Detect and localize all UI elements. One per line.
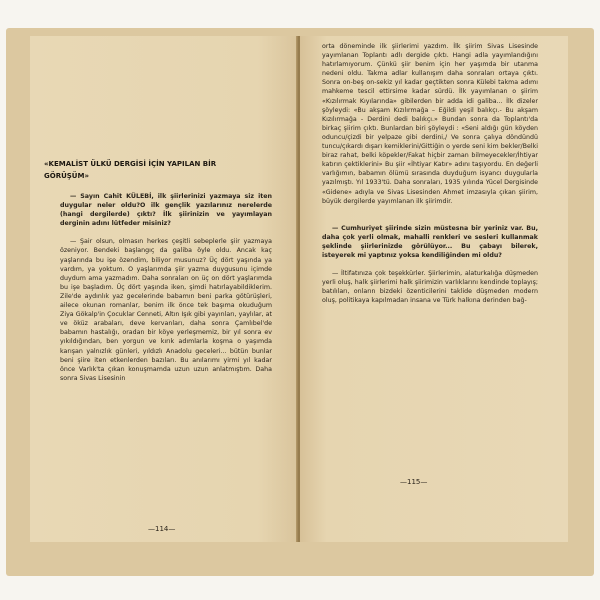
answer-2: — İltifatınıza çok teşekkürler. Şiirlerimin, alaturkalığa düşmeden yerli oluş, halk şiirlerimi halk şiirimizin varlıklarını kendinde toplayış; batılıları, onların bizdeki özenticilerini taklide düşmeden modern oluş, politikaya kapılmadan insana ve Türk halkına derinden bağ- (322, 270, 538, 305)
left-page (30, 36, 298, 542)
left-text (60, 192, 272, 383)
right-page (300, 36, 568, 542)
answer-1: — Şair olsun, olmasın herkes çeşitli sebeplerle şiir yazmaya özeniyor. Bendeki başlangıç da galiba öyle oldu. Ancak kaç yaşlarında bu işe özendim, biliyor musunuz? Üç dört yaşında ya vardım, ya yoktum. O yaşlarımda şiir yazma duygusunu içimde duydum ama yazmadım. Daha sonraları on üç on dört yaşlarımda bu işe başladım. Üç dört yaşında iken, şimdi hatırlayabildiklerim. Zile'de aydınlık yaz gecelerinde babamın beni parka götürüşleri, ailece okunan romanlar, benim ilk önce tek başıma okuduğum Ziya Gökalp'in Çocuklar Cenneti, Altın Işık gibi yayınları, yaylılar, at ve öküz arabaları, deve kervanları, daha sonra Çamlıbel'de babamın hastalığı, oradan bir köye yerleşmemiz, bir yıl sonra ev yıkıldığından, ben yorgun ve kırık adımlarla koşma o yaşımda karışan yalnızlık günleri, yıldızlı Anadolu geceleri... bütün bunlar beni şiire iten etkenlerden bazıları. Bu anılarımı yirmi yıl kadar önce Varlık'ta çıkan konuşmamda uzun uzun anlatmıştım. Daha sonra Sivas Lisesinin (60, 238, 272, 382)
interview-heading: «KEMALİST ÜLKÜ DERGİSİ İÇİN YAPILAN BİR GÖRÜŞÜM» (44, 160, 217, 180)
page-number-right: —115— (400, 478, 428, 486)
page-number-left: —114— (148, 525, 176, 533)
question-2: — Cumhuriyet şiirinde sizin müstesna bir yeriniz var. Bu, daha çok yerli olmak, mahalli renkleri ve sesleri kullanmak şeklinde şiirlerinizde görülüyor... Bu çabayı bilerek, isteyerek mi yaptınız yoksa kendiliğinden mi oldu? (322, 224, 538, 259)
answer-1-continued: orta döneminde ilk şiirlerimi yazdım. İlk şiirim Sivas Lisesinde yayımlanan Toplantı adlı dergide çıktı. Hangi adla yayımlandığını hatırlamıyorum. Çünkü şiir benim için her yaşımda bir utanma nedeni oldu. Takma adlar kullanışım daha sonraları ortaya çıktı. Sonra on-beş on-sekiz yıl kadar geçtikten sonra Külebi takma adımı mahkeme tescil ettirsime kadar sürdü. İlk yayımlanan o şiirim «Kızılırmak Kıyılarında» gibilerden bir adda idi galiba... İlk dizeler şöyleydi: «Bu akşam Kızılırmağa – Eğildi yeşil balıkçı.- Bu akşam Kızılırmağa - Derdini dedi balıkçı.» Bundan sonra da Toplantı'da birkaç şiirim çıktı. Bunlardan biri şöyleydi : «Seni aldığı gün köyden oduncu/çizdi bir yelpaze gibi derdini,/ Ve sonra çalıya döndündü tuncu/çıkardı dışarı kemiklerini/Gittiğin o yerde seni kim bekler/Belki biraz rahat, belki köpekler/Fakat hiçbir zaman bilmeyecekler/İhtiyar katırın çektiklerini» Bu şiir «İhtiyar Katır» adını taşıyordu. En değerli varlığımın, babamın ölümü sırasında duyduğum isyancı duygularla yazılmıştı. Yıl 1933'tü. Daha sonraları, 1935 yılında Yücel Dergisinde «Gidene» adıyla ve Sivas Lisesinden Ahmet imzasıyla çıkan şiirim, büyük dergilerde yayımlanan ilk şiirimdir. (322, 43, 538, 205)
question-1: — Sayın Cahit KÜLEBİ, ilk şiirlerinizi yazmaya siz iten duygular neler oldu?O ilk gençlik yazılarınız nerelerde (hangi dergilerde) çıktı? İlk şiirinizin ve yayımlayan derginin adını lütfeder misiniz? (60, 193, 272, 228)
right-text (322, 42, 538, 305)
